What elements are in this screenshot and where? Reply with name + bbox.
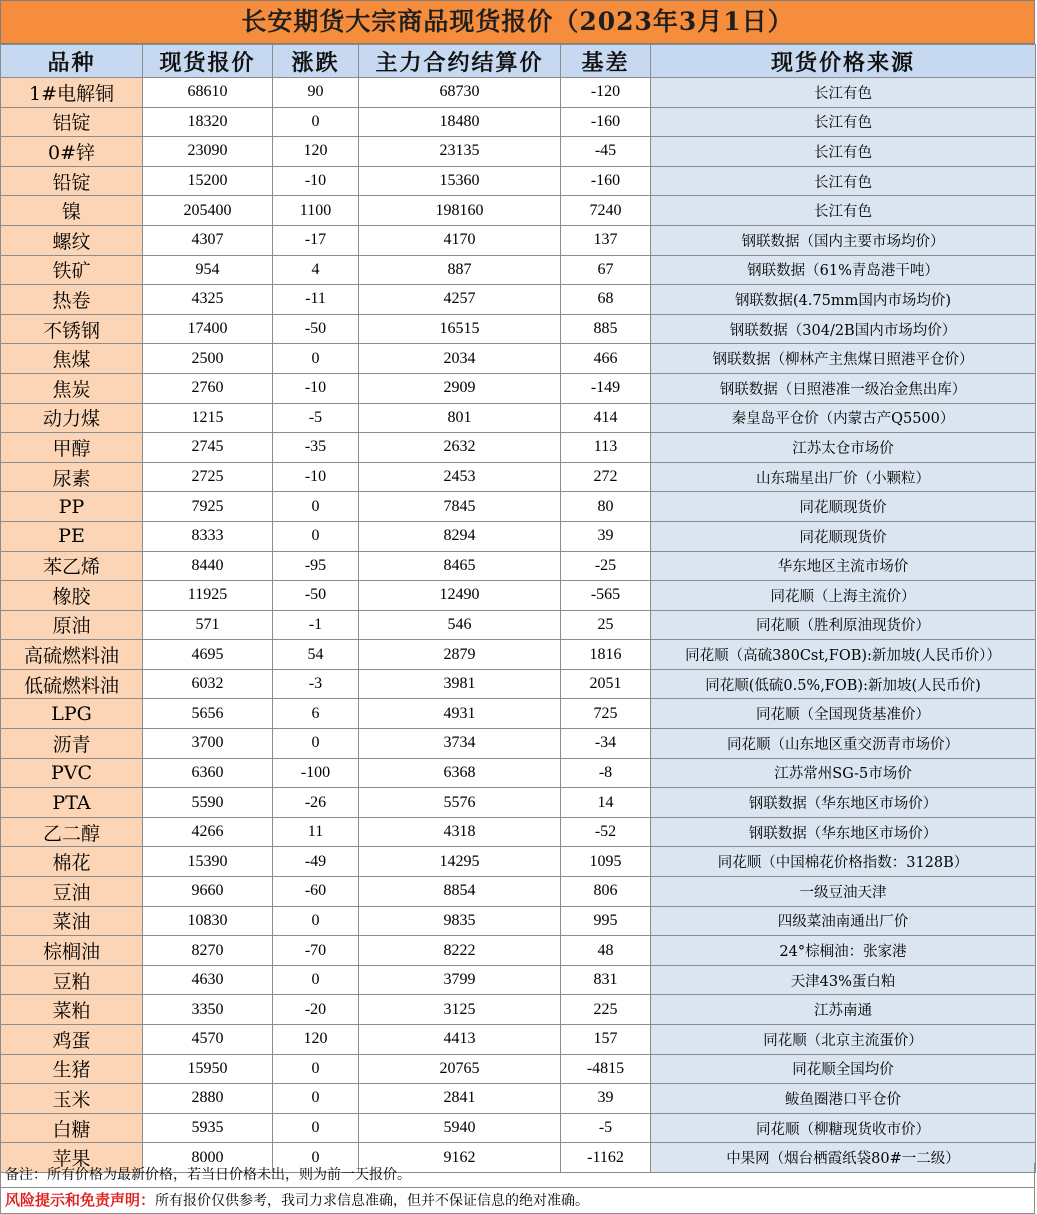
table-row [1,462,1036,492]
table-row [1,521,1036,551]
cell-variety: 白糖 [1,1113,143,1143]
cell-spot-price: 8440 [143,551,273,581]
header-basis: 基差 [561,45,651,78]
cell-settlement-price: 3799 [359,965,561,995]
cell-basis: 995 [561,906,651,936]
cell-price-source: 江苏南通 [651,995,1036,1025]
cell-spot-price: 23090 [143,137,273,167]
cell-variety: 菜粕 [1,995,143,1025]
cell-variety: 铝锭 [1,107,143,137]
cell-change: -26 [273,788,359,818]
cell-change: -50 [273,314,359,344]
cell-settlement-price: 2632 [359,433,561,463]
cell-change: 0 [273,1143,359,1173]
cell-settlement-price: 2879 [359,640,561,670]
cell-basis: 68 [561,285,651,315]
cell-basis: -160 [561,107,651,137]
table-row [1,669,1036,699]
cell-variety: 乙二醇 [1,817,143,847]
cell-change: 0 [273,492,359,522]
cell-basis: 1095 [561,847,651,877]
cell-price-source: 天津43%蛋白粕 [651,965,1036,995]
cell-price-source: 同花顺（山东地区重交沥青市场价） [651,729,1036,759]
table-row [1,551,1036,581]
cell-variety: 螺纹 [1,225,143,255]
cell-price-source: 长江有色 [651,166,1036,196]
cell-variety: 动力煤 [1,403,143,433]
cell-price-source: 长江有色 [651,137,1036,167]
table-row [1,610,1036,640]
header-price-source: 现货价格来源 [651,45,1036,78]
cell-spot-price: 68610 [143,78,273,108]
cell-spot-price: 3700 [143,729,273,759]
cell-change: 6 [273,699,359,729]
header-row [1,45,1036,78]
cell-change: 11 [273,817,359,847]
table-row [1,640,1036,670]
cell-spot-price: 2880 [143,1084,273,1114]
cell-basis: 885 [561,314,651,344]
cell-price-source: 长江有色 [651,107,1036,137]
cell-price-source: 四级菜油南通出厂价 [651,906,1036,936]
cell-spot-price: 15200 [143,166,273,196]
cell-change: -100 [273,758,359,788]
table-row [1,107,1036,137]
cell-spot-price: 954 [143,255,273,285]
cell-spot-price: 10830 [143,906,273,936]
cell-change: 0 [273,1113,359,1143]
cell-spot-price: 5935 [143,1113,273,1143]
table-row [1,166,1036,196]
cell-settlement-price: 8854 [359,877,561,907]
cell-change: 90 [273,78,359,108]
cell-change: -60 [273,877,359,907]
cell-spot-price: 2745 [143,433,273,463]
cell-settlement-price: 68730 [359,78,561,108]
cell-price-source: 同花顺（中国棉花价格指数：3128B） [651,847,1036,877]
cell-settlement-price: 5940 [359,1113,561,1143]
cell-spot-price: 11925 [143,581,273,611]
header-variety: 品种 [1,45,143,78]
table-row [1,906,1036,936]
cell-variety: 甲醇 [1,433,143,463]
table-row [1,78,1036,108]
cell-settlement-price: 4170 [359,225,561,255]
cell-spot-price: 2725 [143,462,273,492]
cell-settlement-price: 801 [359,403,561,433]
cell-variety: PP [1,492,143,522]
cell-change: -10 [273,462,359,492]
cell-variety: 尿素 [1,462,143,492]
cell-change: -17 [273,225,359,255]
cell-variety: 原油 [1,610,143,640]
cell-settlement-price: 2034 [359,344,561,374]
cell-change: 0 [273,965,359,995]
cell-settlement-price: 5576 [359,788,561,818]
cell-price-source: 24°棕榈油：张家港 [651,936,1036,966]
table-row [1,285,1036,315]
cell-basis: -565 [561,581,651,611]
table-row [1,729,1036,759]
cell-settlement-price: 16515 [359,314,561,344]
table-row [1,758,1036,788]
cell-basis: 831 [561,965,651,995]
cell-change: 0 [273,906,359,936]
cell-settlement-price: 8465 [359,551,561,581]
table-row [1,788,1036,818]
cell-variety: 焦煤 [1,344,143,374]
cell-spot-price: 3350 [143,995,273,1025]
cell-price-source: 钢联数据（柳林产主焦煤日照港平仓价） [651,344,1036,374]
cell-spot-price: 1215 [143,403,273,433]
cell-basis: 225 [561,995,651,1025]
cell-change: 0 [273,729,359,759]
cell-change: 0 [273,344,359,374]
table-row [1,314,1036,344]
cell-basis: 725 [561,699,651,729]
cell-change: -20 [273,995,359,1025]
cell-variety: 鸡蛋 [1,1025,143,1055]
cell-spot-price: 571 [143,610,273,640]
sheet-title: 长安期货大宗商品现货报价（2023年3月1日） [0,0,1035,44]
cell-price-source: 同花顺（高硫380Cst,FOB):新加坡(人民币价）） [651,640,1036,670]
cell-price-source: 山东瑞星出厂价（小颗粒） [651,462,1036,492]
cell-spot-price: 15390 [143,847,273,877]
cell-change: -49 [273,847,359,877]
cell-spot-price: 2500 [143,344,273,374]
cell-change: -11 [273,285,359,315]
cell-price-source: 钢联数据（304/2B国内市场均价） [651,314,1036,344]
cell-spot-price: 8333 [143,521,273,551]
cell-settlement-price: 18480 [359,107,561,137]
cell-spot-price: 7925 [143,492,273,522]
cell-price-source: 一级豆油天津 [651,877,1036,907]
header-change: 涨跌 [273,45,359,78]
table-row [1,492,1036,522]
table-row [1,936,1036,966]
cell-change: -70 [273,936,359,966]
cell-spot-price: 4695 [143,640,273,670]
cell-variety: 铅锭 [1,166,143,196]
table-row [1,965,1036,995]
cell-variety: 玉米 [1,1084,143,1114]
cell-basis: -8 [561,758,651,788]
cell-variety: 棉花 [1,847,143,877]
cell-settlement-price: 3734 [359,729,561,759]
table-row [1,1113,1036,1143]
cell-variety: 1#电解铜 [1,78,143,108]
risk-disclaimer [0,1188,1035,1214]
cell-settlement-price: 20765 [359,1054,561,1084]
table-row [1,877,1036,907]
cell-basis: -149 [561,373,651,403]
cell-change: 0 [273,521,359,551]
cell-variety: 棕榈油 [1,936,143,966]
cell-spot-price: 9660 [143,877,273,907]
cell-basis: 2051 [561,669,651,699]
cell-spot-price: 205400 [143,196,273,226]
cell-variety: 生猪 [1,1054,143,1084]
cell-price-source: 同花顺（北京主流蛋价） [651,1025,1036,1055]
table-row [1,373,1036,403]
cell-spot-price: 4325 [143,285,273,315]
cell-change: -50 [273,581,359,611]
cell-basis: 7240 [561,196,651,226]
cell-price-source: 钢联数据（61%青岛港干吨） [651,255,1036,285]
cell-settlement-price: 2453 [359,462,561,492]
cell-basis: 466 [561,344,651,374]
cell-basis: -1162 [561,1143,651,1173]
cell-variety: 焦炭 [1,373,143,403]
cell-variety: 菜油 [1,906,143,936]
cell-price-source: 同花顺(低硫0.5%,FOB):新加坡(人民币价) [651,669,1036,699]
cell-settlement-price: 4931 [359,699,561,729]
cell-change: -3 [273,669,359,699]
cell-price-source: 钢联数据（华东地区市场价） [651,817,1036,847]
cell-change: -95 [273,551,359,581]
footnote: 备注：所有价格为最新价格，若当日价格未出，则为前一天报价。 [0,1163,1035,1188]
cell-change: -35 [273,433,359,463]
cell-settlement-price: 23135 [359,137,561,167]
header-spot-price: 现货报价 [143,45,273,78]
table-row [1,847,1036,877]
cell-change: -10 [273,166,359,196]
cell-change: 4 [273,255,359,285]
cell-basis: 25 [561,610,651,640]
cell-price-source: 钢联数据(4.75mm国内市场均价) [651,285,1036,315]
cell-basis: 137 [561,225,651,255]
cell-basis: 113 [561,433,651,463]
cell-price-source: 同花顺（上海主流价） [651,581,1036,611]
cell-variety: 0#锌 [1,137,143,167]
cell-spot-price: 15950 [143,1054,273,1084]
table-row [1,137,1036,167]
table-row [1,817,1036,847]
cell-price-source: 同花顺全国均价 [651,1054,1036,1084]
cell-basis: 39 [561,521,651,551]
cell-settlement-price: 8294 [359,521,561,551]
cell-spot-price: 5656 [143,699,273,729]
cell-settlement-price: 6368 [359,758,561,788]
cell-price-source: 华东地区主流市场价 [651,551,1036,581]
cell-variety: 橡胶 [1,581,143,611]
cell-price-source: 中果网（烟台栖霞纸袋80#一二级） [651,1143,1036,1173]
cell-change: 1100 [273,196,359,226]
cell-variety: 不锈钢 [1,314,143,344]
cell-spot-price: 6032 [143,669,273,699]
cell-settlement-price: 4257 [359,285,561,315]
cell-basis: 80 [561,492,651,522]
risk-label: 风险提示和免责声明： [5,1191,156,1209]
cell-basis: -34 [561,729,651,759]
cell-variety: PE [1,521,143,551]
cell-settlement-price: 3125 [359,995,561,1025]
cell-spot-price: 4630 [143,965,273,995]
cell-basis: -5 [561,1113,651,1143]
cell-price-source: 秦皇岛平仓价（内蒙古产Q5500） [651,403,1036,433]
cell-settlement-price: 14295 [359,847,561,877]
cell-settlement-price: 546 [359,610,561,640]
cell-basis: 48 [561,936,651,966]
cell-basis: 1816 [561,640,651,670]
cell-spot-price: 2760 [143,373,273,403]
cell-change: 0 [273,107,359,137]
table-row [1,403,1036,433]
cell-basis: 806 [561,877,651,907]
cell-variety: 铁矿 [1,255,143,285]
cell-variety: LPG [1,699,143,729]
cell-price-source: 江苏太仓市场价 [651,433,1036,463]
cell-variety: 苯乙烯 [1,551,143,581]
cell-basis: -160 [561,166,651,196]
cell-settlement-price: 9835 [359,906,561,936]
cell-settlement-price: 12490 [359,581,561,611]
cell-basis: 14 [561,788,651,818]
cell-settlement-price: 8222 [359,936,561,966]
cell-spot-price: 4266 [143,817,273,847]
cell-change: 0 [273,1054,359,1084]
table-body [1,78,1036,1173]
cell-settlement-price: 7845 [359,492,561,522]
cell-variety: 苹果 [1,1143,143,1173]
table-row [1,1054,1036,1084]
cell-basis: -52 [561,817,651,847]
cell-variety: PVC [1,758,143,788]
cell-settlement-price: 4413 [359,1025,561,1055]
table-row [1,995,1036,1025]
cell-basis: 39 [561,1084,651,1114]
cell-variety: 豆油 [1,877,143,907]
cell-spot-price: 8000 [143,1143,273,1173]
cell-basis: 414 [561,403,651,433]
price-table [0,44,1036,1173]
cell-settlement-price: 2841 [359,1084,561,1114]
cell-price-source: 钢联数据（日照港准一级冶金焦出库） [651,373,1036,403]
cell-basis: -120 [561,78,651,108]
table-row [1,1025,1036,1055]
cell-price-source: 长江有色 [651,196,1036,226]
cell-change: 120 [273,1025,359,1055]
cell-variety: 热卷 [1,285,143,315]
cell-price-source: 鲅鱼圈港口平仓价 [651,1084,1036,1114]
table-row [1,581,1036,611]
cell-spot-price: 18320 [143,107,273,137]
header-settlement-price: 主力合约结算价 [359,45,561,78]
cell-variety: 高硫燃料油 [1,640,143,670]
cell-price-source: 同花顺（胜利原油现货价） [651,610,1036,640]
table-row [1,344,1036,374]
cell-change: 0 [273,1084,359,1114]
risk-text: 所有报价仅供参考，我司力求信息准确，但并不保证信息的绝对准确。 [155,1193,590,1209]
cell-basis: -45 [561,137,651,167]
cell-settlement-price: 4318 [359,817,561,847]
cell-spot-price: 8270 [143,936,273,966]
cell-spot-price: 4307 [143,225,273,255]
cell-spot-price: 17400 [143,314,273,344]
cell-spot-price: 5590 [143,788,273,818]
cell-settlement-price: 198160 [359,196,561,226]
cell-change: -5 [273,403,359,433]
cell-settlement-price: 15360 [359,166,561,196]
cell-price-source: 长江有色 [651,78,1036,108]
cell-change: 120 [273,137,359,167]
table-row [1,433,1036,463]
cell-price-source: 同花顺（柳糖现货收市价） [651,1113,1036,1143]
cell-price-source: 钢联数据（华东地区市场价） [651,788,1036,818]
cell-change: -1 [273,610,359,640]
cell-variety: 镍 [1,196,143,226]
cell-change: -10 [273,373,359,403]
cell-settlement-price: 887 [359,255,561,285]
table-row [1,1084,1036,1114]
cell-price-source: 江苏常州SG-5市场价 [651,758,1036,788]
cell-settlement-price: 3981 [359,669,561,699]
cell-settlement-price: 2909 [359,373,561,403]
table-row [1,699,1036,729]
cell-change: 54 [273,640,359,670]
cell-variety: 低硫燃料油 [1,669,143,699]
cell-variety: 豆粕 [1,965,143,995]
cell-basis: 67 [561,255,651,285]
cell-settlement-price: 9162 [359,1143,561,1173]
cell-price-source: 同花顺（全国现货基准价） [651,699,1036,729]
cell-basis: -25 [561,551,651,581]
cell-basis: -4815 [561,1054,651,1084]
table-row [1,196,1036,226]
cell-spot-price: 6360 [143,758,273,788]
cell-price-source: 钢联数据（国内主要市场均价） [651,225,1036,255]
cell-price-source: 同花顺现货价 [651,521,1036,551]
cell-price-source: 同花顺现货价 [651,492,1036,522]
table-row [1,225,1036,255]
cell-spot-price: 4570 [143,1025,273,1055]
cell-basis: 157 [561,1025,651,1055]
cell-variety: PTA [1,788,143,818]
cell-basis: 272 [561,462,651,492]
table-row [1,255,1036,285]
cell-variety: 沥青 [1,729,143,759]
